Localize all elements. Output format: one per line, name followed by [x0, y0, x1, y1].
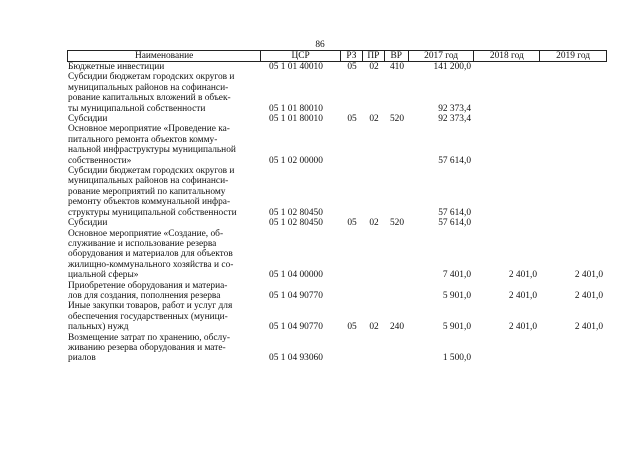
header-2017: 2017 год: [409, 51, 475, 61]
row-name: [67, 218, 261, 228]
table-row: [67, 124, 607, 166]
row-name: [67, 72, 261, 114]
row-name-line: нальной инфраструктуры муниципальной: [68, 145, 236, 156]
row-name: [67, 114, 261, 124]
row-name-line: служивание и использование резерва: [68, 238, 217, 249]
table-body: [67, 62, 607, 364]
row-vr: 520: [389, 114, 405, 125]
row-name-line: Субсидии: [68, 114, 108, 125]
row-csr: 05 1 01 80010: [269, 103, 323, 114]
row-rz: 05: [347, 114, 357, 125]
row-name-line: рование мероприятий по капитальному: [68, 186, 226, 197]
row-pr: 02: [369, 114, 379, 125]
row-name-line: жилищно-коммунального хозяйства и со-: [68, 259, 234, 270]
row-name-line: лов для создания, пополнения резерва: [68, 290, 221, 301]
row-name-line: муниципальных районов на софинанси-: [68, 82, 229, 93]
header-csr: ЦСР: [261, 51, 341, 61]
row-csr: 05 1 02 80450: [269, 207, 323, 218]
row-2019: 2 401,0: [574, 322, 603, 333]
row-2017: 92 373,4: [438, 103, 471, 114]
row-2017: 92 373,4: [438, 114, 471, 125]
row-name-line: Субсидии бюджетам городских округов и: [68, 166, 235, 177]
row-name: [67, 281, 261, 302]
row-name: [67, 229, 261, 281]
header-name: Наименование: [68, 51, 261, 61]
table-row: [67, 301, 607, 332]
row-rz: 05: [347, 218, 357, 229]
row-name: [67, 62, 261, 72]
header-2018: 2018 год: [474, 51, 540, 61]
row-2017: 57 614,0: [438, 218, 471, 229]
row-name-line: Субсидии: [68, 218, 108, 229]
row-name-line: риалов: [68, 353, 96, 364]
table-row: [67, 229, 607, 281]
row-2017: 5 901,0: [442, 322, 471, 333]
row-name-line: Приобретение оборудования и материа-: [68, 280, 228, 291]
page-number: 86: [315, 40, 325, 50]
row-name: [67, 124, 261, 166]
table-header: [67, 50, 607, 62]
header-rz: РЗ: [341, 51, 363, 61]
table-row: [67, 218, 607, 228]
row-pr: 02: [369, 218, 379, 229]
row-2017: 1 500,0: [442, 353, 471, 364]
row-csr: 05 1 02 00000: [269, 155, 323, 166]
row-2017: 57 614,0: [438, 155, 471, 166]
row-name: [67, 301, 261, 332]
row-rz: 05: [347, 62, 357, 72]
row-vr: 410: [389, 62, 405, 72]
row-name-line: муниципальных районов на софинанси-: [68, 176, 229, 187]
row-name-line: Иные закупки товаров, работ и услуг для: [68, 301, 233, 312]
row-name: [67, 333, 261, 364]
row-pr: 02: [369, 322, 379, 333]
row-rz: 05: [347, 322, 357, 333]
row-2018: 2 401,0: [508, 270, 537, 281]
row-name-line: рование капитальных вложений в объек-: [68, 93, 231, 104]
header-pr: ПР: [363, 51, 385, 61]
budget-table: [67, 50, 607, 364]
table-row: [67, 281, 607, 302]
row-name-line: Возмещение затрат по хранению, обслу-: [68, 332, 230, 343]
row-vr: 240: [389, 322, 405, 333]
row-name-line: ремонту объектов коммунальной инфра-: [68, 197, 231, 208]
row-2018: 2 401,0: [508, 290, 537, 301]
row-name-line: питального ремонта объектов комму-: [68, 134, 218, 145]
row-name-line: Бюджетные инвестиции: [68, 62, 165, 72]
row-2018: 2 401,0: [508, 322, 537, 333]
row-csr: 05 1 04 93060: [269, 353, 323, 364]
row-pr: 02: [369, 62, 379, 72]
row-2019: 2 401,0: [574, 290, 603, 301]
row-2017: 7 401,0: [442, 270, 471, 281]
row-2017: 57 614,0: [438, 207, 471, 218]
header-2019: 2019 год: [556, 51, 591, 61]
row-name-line: обеспечения государственных (муници-: [68, 311, 228, 322]
table-row: [67, 333, 607, 364]
table-row: [67, 114, 607, 124]
row-name-line: Основное мероприятие «Создание, об-: [68, 228, 224, 239]
row-name-line: Субсидии бюджетам городских округов и: [68, 72, 235, 83]
row-vr: 520: [389, 218, 405, 229]
row-2019: 2 401,0: [574, 270, 603, 281]
row-name-line: живанию резерва оборудования и мате-: [68, 342, 226, 353]
row-2017: 141 200,0: [433, 62, 471, 72]
table-row: [67, 166, 607, 218]
row-name: [67, 166, 261, 218]
row-name-line: ты муниципальной собственности: [68, 103, 206, 114]
row-name-line: пальных) нужд: [68, 322, 129, 333]
row-csr: 05 1 04 90770: [269, 290, 323, 301]
row-csr: 05 1 01 80010: [269, 114, 323, 125]
row-name-line: оборудования и материалов для объектов: [68, 249, 233, 260]
row-2017: 5 901,0: [442, 290, 471, 301]
table-row: [67, 72, 607, 114]
table-row: [67, 62, 607, 72]
row-name-line: Основное мероприятие «Проведение ка-: [68, 124, 230, 135]
row-name-line: циальной сферы»: [68, 270, 139, 281]
row-csr: 05 1 01 40010: [269, 62, 323, 72]
row-csr: 05 1 04 00000: [269, 270, 323, 281]
row-csr: 05 1 02 80450: [269, 218, 323, 229]
row-csr: 05 1 04 90770: [269, 322, 323, 333]
row-name-line: структуры муниципальной собственности: [68, 207, 237, 218]
header-vr: ВР: [385, 51, 409, 61]
row-name-line: собственности»: [68, 155, 132, 166]
